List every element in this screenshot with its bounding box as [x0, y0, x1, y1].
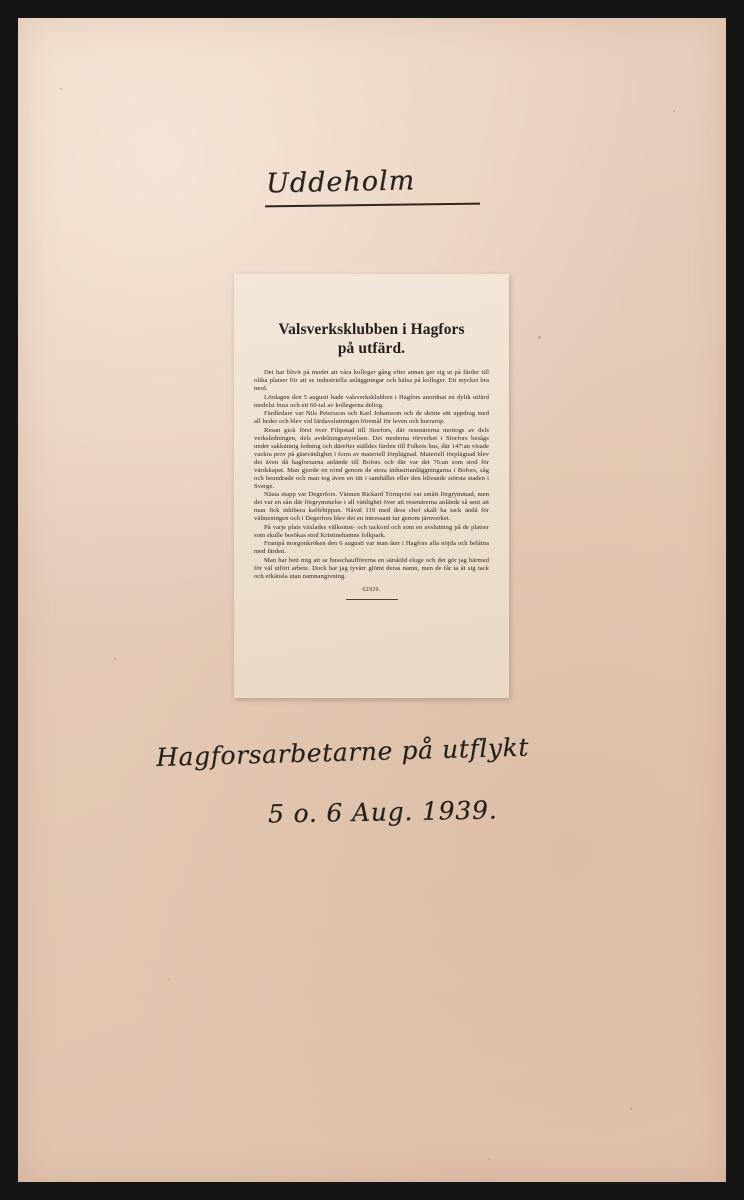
clipping-code: 62920.: [362, 586, 381, 593]
clipping-paragraph: Nästa etapp var Degerfors. Vännen Rickard Törnqvist var smått förgrymmad, men det var en sån där förgrymmelse i all vänlighet över att resenärerna anlände så sent att man fick inhibera kaffehippan. Nåväl 119 med dess chef skall ha tack ändå för välmeningen och i Degerfors blev det en intressant tur genom järnverket.: [254, 491, 489, 522]
clipping-paragraph: Det har blivit på modet att våra kolleger gång efter annan ger sig ut på färder till olika platser för att se industriella anläggningar och hälsa på kolleger. Ett mycket bra mod.: [254, 369, 489, 392]
paper-speck: [673, 110, 675, 112]
paper-speck: [538, 336, 541, 339]
clipping-headline: [254, 320, 489, 358]
clipping-end-rule: [346, 599, 398, 600]
clipping-content: [234, 274, 509, 610]
clipping-paragraph: Lördagen den 5 augusti hade valsverksklubben i Hagfors anordnat en dylik utfärd medelst buss och ett 60-tal av kollegerna deltog.: [254, 393, 489, 409]
clipping-headline-line-1: Valsverksklubben i Hagfors: [278, 321, 465, 338]
album-sheet: [18, 18, 726, 1182]
clipping-body: [254, 369, 489, 600]
paper-speck: [168, 978, 170, 980]
paper-speck: [488, 1158, 490, 1160]
handwritten-title-underline: [265, 203, 480, 207]
clipping-paragraph: Man har bett mig att se busschaufförerna en särskild eloge och det gör jag härmed för väl utfört arbete. Dock har jag tyvärr glömt deras namn, men de får ta åt sig tack och erkänsla utan namnangivning.: [254, 556, 489, 580]
clipping-headline-line-2: på utfärd.: [337, 340, 406, 357]
clipping-paragraph: På varje plats växlades välkomst- och tackord och som en avslutning på de platser som skulle besökas stod Kristinehamns folkpark.: [254, 523, 489, 539]
handwritten-title: Uddeholm: [265, 165, 416, 200]
handwritten-caption: Hagforsarbetarne på utflykt: [155, 732, 530, 772]
clipping-paragraph: Frampå morgonkröken den 6 augusti var man åter i Hagfors alla nöjda och belåtna med färden.: [254, 540, 489, 555]
paper-speck: [60, 88, 62, 90]
paper-speck: [630, 1108, 632, 1110]
clipping-paragraph: Resan gick först över Filipstad till Storfors, där resenärerna mottogs av dels verksledningen, dels avdelningsstyrelsen. Det moderna rörverket i Storfors besågs under sakkunnig ledning och därefter ställdes färden till Folkets hus, där 147:an visade vackra prov på gästvänlighet i form av materiell förplägnad. Materiell förplägnad blev det även då hagforsarna anlände till Bofors och där var det 76:an som stod för värdskapet. Man gjorde en rond genom de stora industrianläggningarna i Bofors, såg och beundrade och man tog även en titt i samhället eller den blivande största staden i Sverge.: [254, 426, 489, 490]
handwritten-date: 5 o. 6 Aug. 1939.: [267, 795, 498, 829]
clipping-paragraph: Färdledare var Nils Petersson och Karl Johansson och de skötte sitt uppdrag med all heder och blev vid färdavslutningen föremål för leven och hurrarop.: [254, 410, 489, 425]
newspaper-clipping: [234, 274, 509, 698]
paper-speck: [114, 658, 116, 660]
